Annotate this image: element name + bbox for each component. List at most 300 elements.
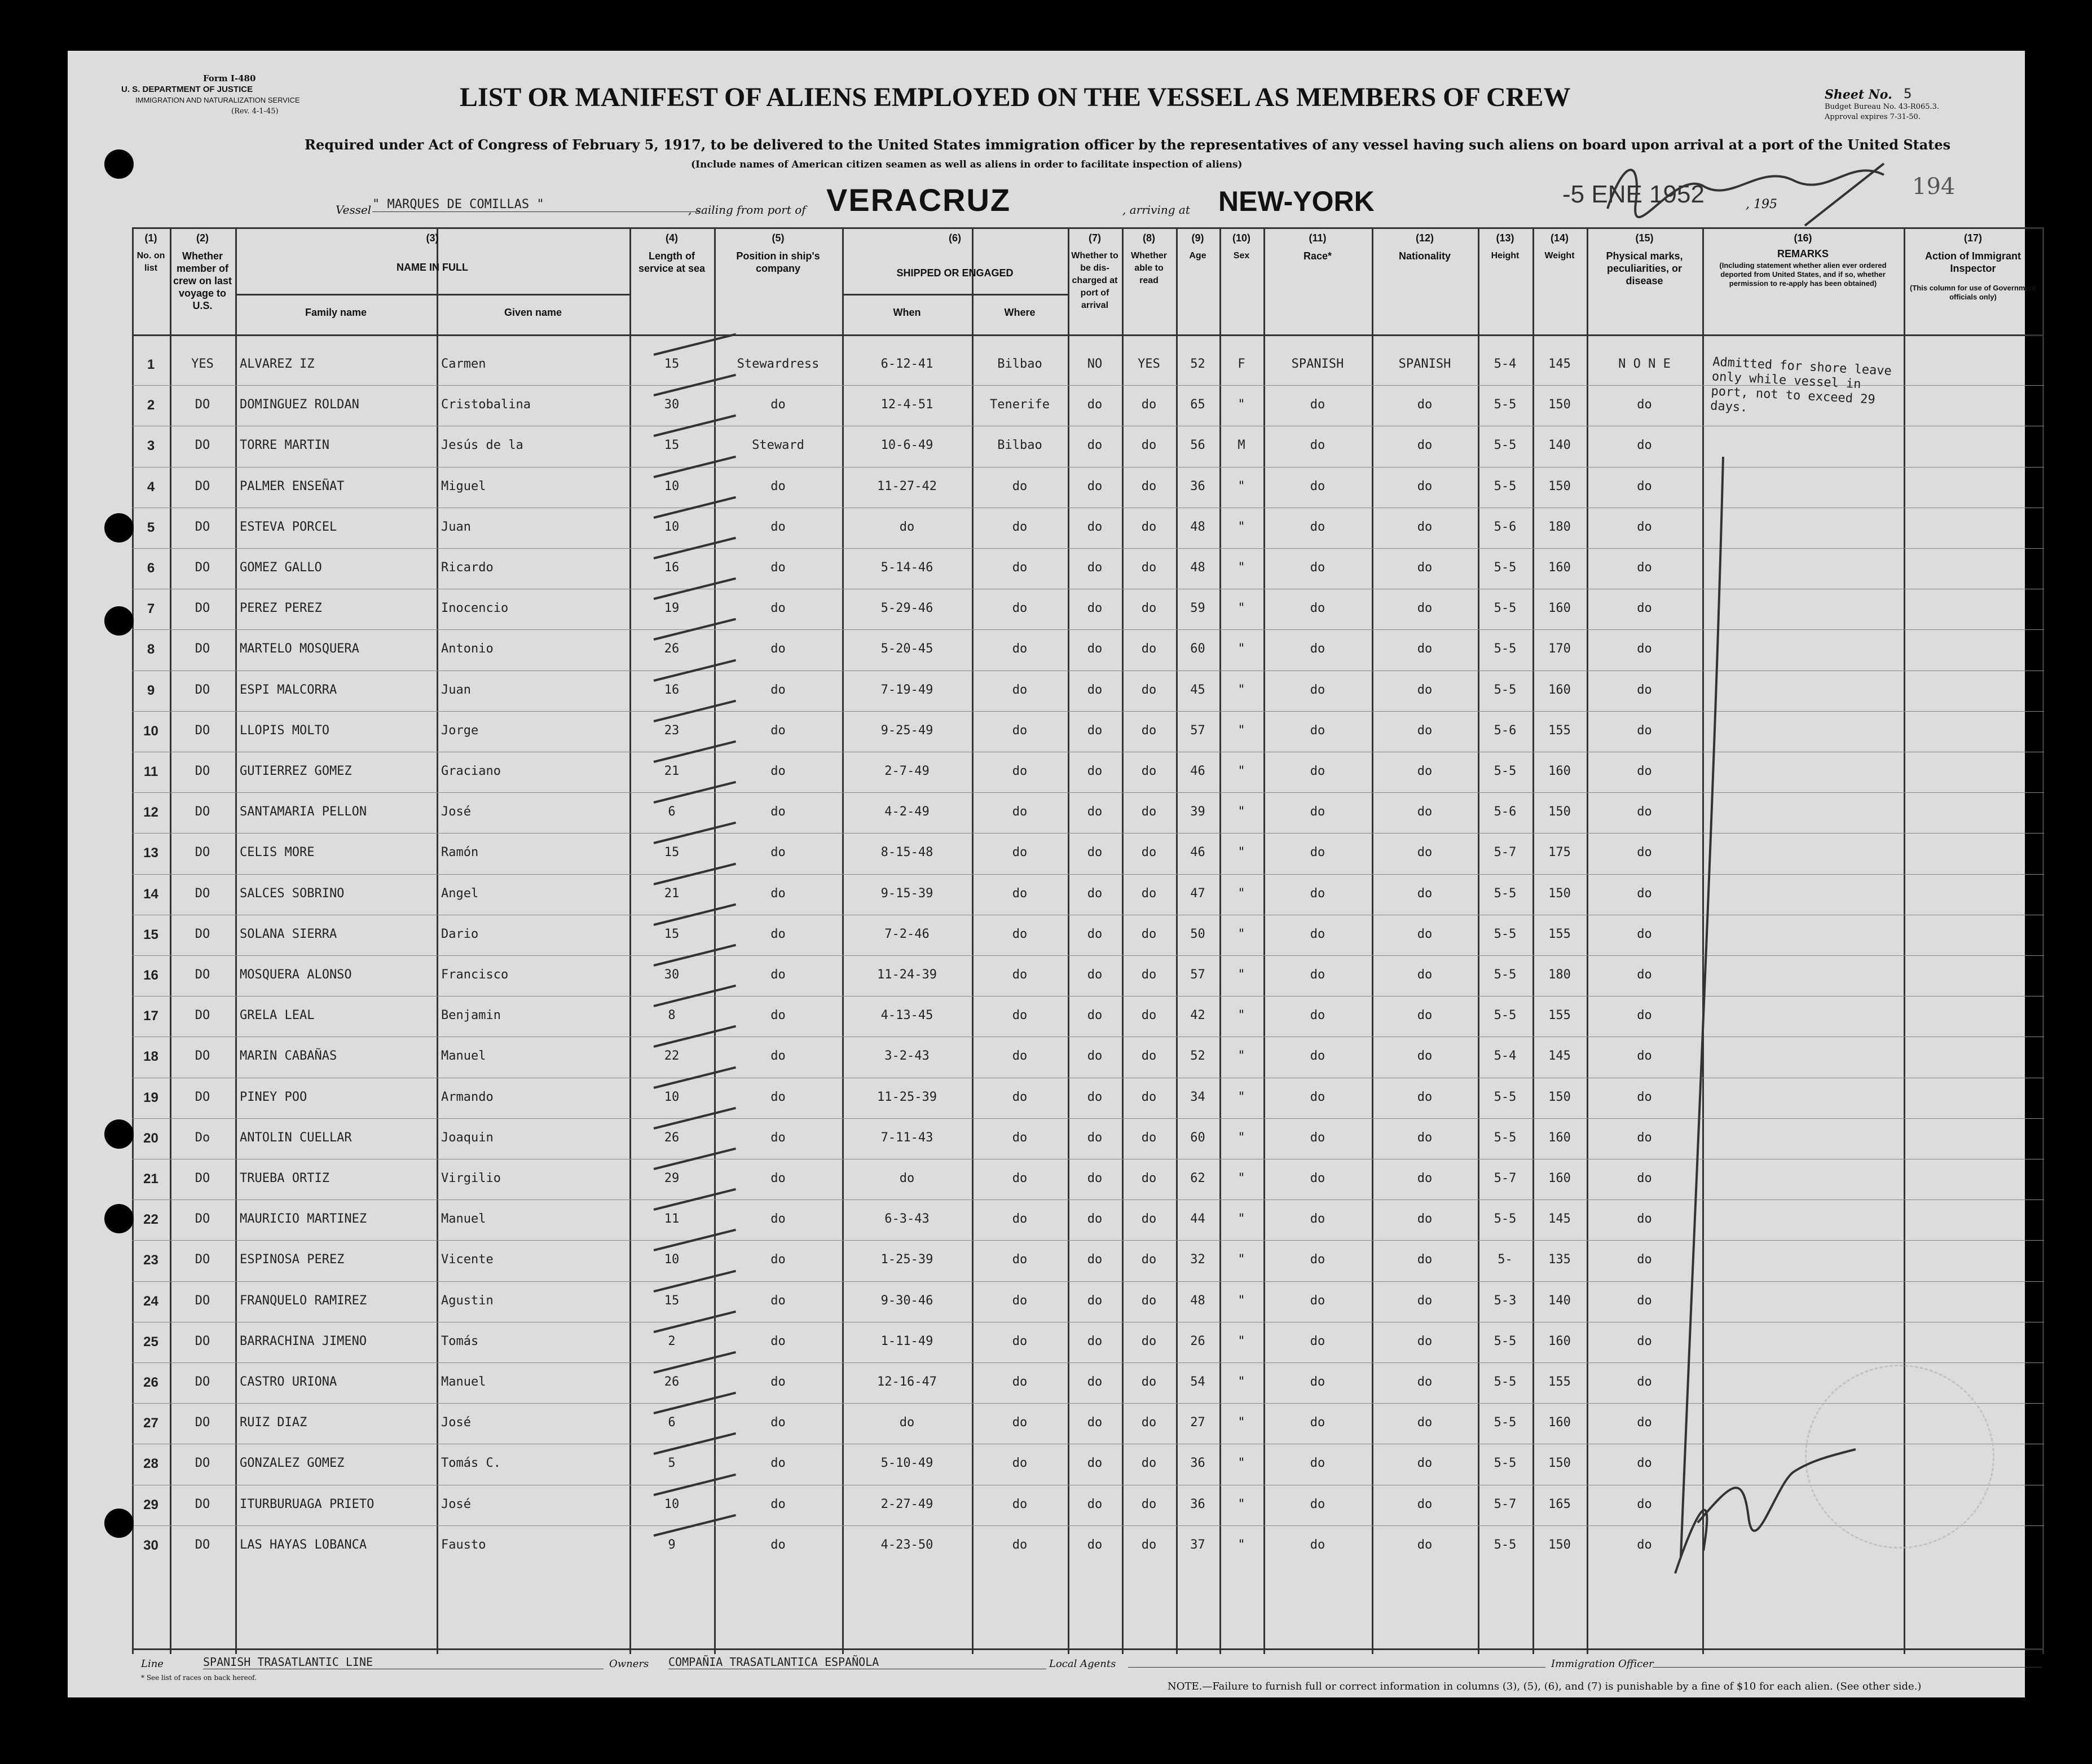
cell-sex: "	[1237, 1171, 1245, 1185]
handwritten-scribble-icon	[1591, 152, 1906, 231]
cell-race: do	[1310, 1537, 1325, 1552]
cell-race: do	[1310, 886, 1325, 901]
cell-dis: do	[1087, 642, 1103, 656]
department: U. S. DEPARTMENT OF JUSTICE	[121, 85, 253, 94]
cell-len: 21	[664, 764, 680, 778]
cell-marks: do	[1637, 398, 1652, 412]
owners-value: COMPAÑIA TRASATLANTICA ESPAÑOLA	[668, 1655, 1046, 1669]
cell-race: do	[1310, 601, 1325, 616]
cell-where: do	[1012, 1497, 1028, 1511]
cell-where: do	[1012, 1008, 1028, 1023]
cell-age: 26	[1190, 1334, 1205, 1348]
row-divider	[132, 1362, 2044, 1363]
cell-family: MARTELO MOSQUERA	[240, 642, 359, 656]
cell-dis: do	[1087, 1334, 1103, 1348]
cell-pos: do	[770, 968, 786, 982]
cell-where: do	[1012, 886, 1028, 901]
cell-marks: do	[1637, 845, 1652, 860]
cell-read: do	[1141, 1171, 1157, 1185]
column-number-c11: (11)	[1309, 232, 1327, 244]
cell-pos: do	[770, 1456, 786, 1471]
column-number-c12: (12)	[1415, 232, 1434, 244]
cell-age: 50	[1190, 927, 1205, 941]
subheader-divider	[235, 294, 629, 296]
cell-family: LLOPIS MOLTO	[240, 723, 329, 738]
cell-sex: "	[1237, 1375, 1245, 1389]
cell-family: LAS HAYAS LOBANCA	[240, 1537, 367, 1552]
required-statement: Required under Act of Congress of February 5, 1917, to be delivered to the United States immigration officer by the representatives of any vessel having such aliens on board upon arrival at a port of the United States	[305, 136, 1951, 153]
cell-marks: do	[1637, 1334, 1652, 1348]
immigration-officer-label: Immigration Officer	[1551, 1658, 1654, 1670]
cell-dis: do	[1087, 1415, 1103, 1430]
cell-n: 3	[147, 438, 155, 454]
column-header-remarks-note: (Including statement whether alien ever ordered deported from United States, and if so, whether permission to re-apply has been obtained)	[1719, 261, 1887, 288]
cell-given: Ricardo	[441, 561, 494, 575]
column-header-c15: Physical marks, peculiarities, or disease	[1606, 250, 1683, 286]
cell-where: Bilbao	[997, 438, 1042, 453]
cell-given: Inocencio	[441, 601, 509, 616]
approval-expiry: Approval expires 7-31-50.	[1825, 113, 1921, 121]
cell-read: do	[1141, 601, 1157, 616]
cell-race: do	[1310, 479, 1325, 493]
column-header-c7: Whether to be dis-charged at port of arrival	[1071, 251, 1118, 310]
cell-wt: 155	[1548, 1008, 1571, 1023]
column-header-remarks: REMARKS	[1777, 248, 1829, 259]
cell-pos: do	[770, 927, 786, 941]
cell-family: PINEY POO	[240, 1090, 307, 1104]
cell-where: do	[1012, 1334, 1028, 1348]
cell-given: Jorge	[441, 723, 479, 738]
cell-len: 15	[664, 438, 680, 453]
cell-len: 10	[664, 1090, 680, 1104]
cell-len: 29	[664, 1171, 680, 1185]
cell-when: 1-25-39	[880, 1253, 933, 1267]
cell-race: do	[1310, 805, 1325, 819]
sheet-number-label: Sheet No.	[1825, 87, 1892, 102]
cell-dis: do	[1087, 764, 1103, 778]
cell-read: do	[1141, 1537, 1157, 1552]
cell-given: Manuel	[441, 1212, 486, 1227]
cell-len: 10	[664, 1497, 680, 1511]
cell-read: do	[1141, 1334, 1157, 1348]
cell-len: 15	[664, 845, 680, 860]
column-header-c5: Position in ship's company	[736, 250, 820, 274]
row-divider	[132, 1118, 2044, 1119]
cell-ht: 5-5	[1494, 1415, 1517, 1430]
cell-when: 7-19-49	[880, 682, 933, 697]
cell-ht: 5-5	[1494, 1456, 1517, 1471]
cell-dis: do	[1087, 682, 1103, 697]
cell-wt: 150	[1548, 886, 1571, 901]
cell-nat: do	[1417, 1497, 1433, 1511]
cell-given: Dario	[441, 927, 479, 941]
cell-n: 24	[143, 1293, 158, 1309]
cell-where: do	[1012, 1049, 1028, 1064]
cell-pos: do	[770, 561, 786, 575]
cell-when: 5-10-49	[880, 1456, 933, 1471]
cell-age: 47	[1190, 886, 1205, 901]
cell-pos: do	[770, 1130, 786, 1145]
cell-nat: do	[1417, 519, 1433, 534]
cell-where: do	[1012, 1171, 1028, 1185]
cell-dis: do	[1087, 1253, 1103, 1267]
cell-len: 8	[668, 1008, 676, 1023]
cell-ht: 5-5	[1494, 927, 1517, 941]
cell-sex: "	[1237, 398, 1245, 412]
cell-ht: 5-5	[1494, 561, 1517, 575]
cell-ht: 5-5	[1494, 438, 1517, 453]
arriving-label: , arriving at	[1122, 203, 1190, 217]
row-divider	[132, 1403, 2044, 1404]
cell-when: 11-24-39	[877, 968, 937, 982]
cell-n: 6	[147, 561, 155, 576]
cell-wt: 155	[1548, 1375, 1571, 1389]
cell-when: 7-11-43	[880, 1130, 933, 1145]
cell-family: ALVAREZ IZ	[240, 357, 315, 371]
cell-ht: 5-7	[1494, 845, 1517, 860]
cell-nat: do	[1417, 1008, 1433, 1023]
cell-where: do	[1012, 601, 1028, 616]
cell-marks: do	[1637, 1456, 1652, 1471]
column-number-c2: (2)	[196, 232, 209, 244]
column-header-family-name: Family name	[305, 307, 367, 318]
cell-where: do	[1012, 1253, 1028, 1267]
cell-n: 25	[143, 1334, 158, 1350]
cell-dis: do	[1087, 1293, 1103, 1308]
cell-n: 21	[143, 1171, 158, 1187]
binder-hole-icon	[104, 606, 134, 636]
cell-prev: DO	[195, 927, 210, 941]
cell-len: 26	[664, 1130, 680, 1145]
cell-ht: 5-6	[1494, 723, 1517, 738]
cell-where: do	[1012, 1293, 1028, 1308]
row-divider	[132, 467, 2044, 468]
cell-nat: do	[1417, 968, 1433, 982]
cell-age: 27	[1190, 1415, 1205, 1430]
cell-given: Miguel	[441, 479, 486, 493]
cell-wt: 160	[1548, 1415, 1571, 1430]
line-value: SPANISH TRASATLANTIC LINE	[203, 1655, 604, 1669]
cell-family: FRANQUELO RAMIREZ	[240, 1293, 367, 1308]
cell-len: 10	[664, 519, 680, 534]
cell-n: 8	[147, 642, 155, 658]
cell-age: 62	[1190, 1171, 1205, 1185]
cell-marks: do	[1637, 479, 1652, 493]
cell-given: Virgilio	[441, 1171, 501, 1185]
cell-given: Francisco	[441, 968, 509, 982]
cell-nat: do	[1417, 764, 1433, 778]
cell-nat: do	[1417, 1334, 1433, 1348]
cell-family: BARRACHINA JIMENO	[240, 1334, 367, 1348]
cell-len: 23	[664, 723, 680, 738]
cell-prev: DO	[195, 1212, 210, 1227]
cell-marks: do	[1637, 682, 1652, 697]
cell-family: ESPINOSA PEREZ	[240, 1253, 345, 1267]
cell-race: do	[1310, 968, 1325, 982]
cell-pos: do	[770, 805, 786, 819]
vessel-label: Vessel	[336, 203, 372, 217]
cell-marks: do	[1637, 1130, 1652, 1145]
cell-ht: 5-5	[1494, 1334, 1517, 1348]
cell-read: do	[1141, 1293, 1157, 1308]
cell-wt: 160	[1548, 1171, 1571, 1185]
cell-prev: DO	[195, 1008, 210, 1023]
cell-len: 21	[664, 886, 680, 901]
cell-n: 19	[143, 1090, 158, 1105]
cell-n: 2	[147, 398, 155, 413]
cell-n: 26	[143, 1375, 158, 1390]
cell-sex: "	[1237, 1456, 1245, 1471]
cell-marks: do	[1637, 723, 1652, 738]
remark-ditto-line-icon	[1670, 457, 1737, 1562]
cell-sex: "	[1237, 805, 1245, 819]
cell-n: 12	[143, 805, 158, 821]
cell-age: 32	[1190, 1253, 1205, 1267]
cell-wt: 150	[1548, 1090, 1571, 1104]
cell-pos: do	[770, 1293, 786, 1308]
cell-marks: do	[1637, 1497, 1652, 1511]
cell-family: ITURBURUAGA PRIETO	[240, 1497, 375, 1511]
column-number-c4: (4)	[666, 232, 678, 244]
cell-family: MARIN CABAÑAS	[240, 1049, 337, 1064]
cell-when: 11-25-39	[877, 1090, 937, 1104]
cell-sex: "	[1237, 519, 1245, 534]
cell-n: 27	[143, 1415, 158, 1431]
cell-when: do	[899, 1415, 915, 1430]
cell-given: Carmen	[441, 357, 486, 371]
cell-ht: 5-3	[1494, 1293, 1517, 1308]
vessel-name: " MARQUES DE COMILLAS "	[372, 197, 699, 212]
manifest-sheet	[68, 51, 2036, 1697]
cell-dis: do	[1087, 1171, 1103, 1185]
cell-len: 30	[664, 398, 680, 412]
cell-marks: do	[1637, 1090, 1652, 1104]
cell-race: do	[1310, 1049, 1325, 1064]
cell-prev: DO	[195, 1415, 210, 1430]
cell-n: 5	[147, 519, 155, 535]
row-divider	[132, 833, 2044, 834]
cell-ht: 5-5	[1494, 968, 1517, 982]
cell-age: 57	[1190, 968, 1205, 982]
cell-len: 30	[664, 968, 680, 982]
cell-n: 29	[143, 1497, 158, 1512]
cell-when: 9-15-39	[880, 886, 933, 901]
cell-len: 9	[668, 1537, 676, 1552]
cell-len: 2	[668, 1334, 676, 1348]
cell-prev: DO	[195, 438, 210, 453]
cell-dis: do	[1087, 723, 1103, 738]
local-agents-line	[1128, 1667, 1545, 1668]
cell-given: Fausto	[441, 1537, 486, 1552]
cell-wt: 135	[1548, 1253, 1571, 1267]
cell-given: José	[441, 805, 471, 819]
cell-when: 2-7-49	[884, 764, 930, 778]
cell-sex: "	[1237, 601, 1245, 616]
cell-prev: DO	[195, 764, 210, 778]
cell-read: do	[1141, 1456, 1157, 1471]
cell-dis: do	[1087, 479, 1103, 493]
cell-ht: 5-5	[1494, 682, 1517, 697]
cell-nat: do	[1417, 805, 1433, 819]
cell-pos: Stewardress	[737, 357, 820, 371]
cell-read: do	[1141, 723, 1157, 738]
local-agents-label: Local Agents	[1049, 1658, 1116, 1670]
cell-sex: "	[1237, 1212, 1245, 1227]
cell-marks: N O N E	[1618, 357, 1671, 371]
cell-pos: do	[770, 1008, 786, 1023]
cell-when: 3-2-43	[884, 1049, 930, 1064]
row-divider	[132, 874, 2044, 875]
cell-when: do	[899, 519, 915, 534]
cell-ht: 5-5	[1494, 886, 1517, 901]
cell-n: 18	[143, 1049, 158, 1065]
row-divider	[132, 629, 2044, 630]
column-header-shipped-or-engaged: SHIPPED OR ENGAGED	[896, 267, 1014, 279]
cell-marks: do	[1637, 601, 1652, 616]
cell-prev: DO	[195, 1334, 210, 1348]
cell-age: 46	[1190, 764, 1205, 778]
cell-pos: do	[770, 723, 786, 738]
column-number-c10: (10)	[1232, 232, 1250, 244]
cell-family: PALMER ENSEÑAT	[240, 479, 345, 493]
cell-marks: do	[1637, 1008, 1652, 1023]
cell-marks: do	[1637, 438, 1652, 453]
cell-sex: "	[1237, 1008, 1245, 1023]
cell-given: Joaquin	[441, 1130, 494, 1145]
cell-ht: 5-5	[1494, 1130, 1517, 1145]
column-header-c12: Nationality	[1398, 250, 1451, 262]
cell-len: 6	[668, 1415, 676, 1430]
cell-race: do	[1310, 764, 1325, 778]
cell-wt: 145	[1548, 1049, 1571, 1064]
cell-given: Armando	[441, 1090, 494, 1104]
cell-read: do	[1141, 479, 1157, 493]
cell-wt: 145	[1548, 357, 1571, 371]
budget-bureau: Budget Bureau No. 43-R065.3.	[1825, 103, 1940, 111]
cell-nat: do	[1417, 1415, 1433, 1430]
cell-where: do	[1012, 927, 1028, 941]
column-number-c15: (15)	[1635, 232, 1654, 244]
cell-where: Tenerife	[990, 398, 1050, 412]
row-divider	[132, 711, 2044, 712]
cell-sex: "	[1237, 723, 1245, 738]
cell-race: do	[1310, 1008, 1325, 1023]
cell-nat: do	[1417, 723, 1433, 738]
cell-family: MAURICIO MARTINEZ	[240, 1212, 367, 1227]
column-header-c2: Whether member of crew on last voyage to U.S.	[173, 250, 232, 311]
cell-sex: "	[1237, 642, 1245, 656]
cell-race: do	[1310, 1253, 1325, 1267]
cell-given: Juan	[441, 519, 471, 534]
cell-prev: DO	[195, 561, 210, 575]
cell-marks: do	[1637, 805, 1652, 819]
cell-prev: YES	[191, 357, 214, 371]
cell-race: SPANISH	[1291, 357, 1344, 371]
cell-wt: 150	[1548, 1456, 1571, 1471]
binder-hole-icon	[104, 1509, 134, 1538]
cell-pos: do	[770, 886, 786, 901]
row-divider	[132, 955, 2044, 956]
cell-prev: DO	[195, 1090, 210, 1104]
cell-read: do	[1141, 1008, 1157, 1023]
cell-family: ANTOLIN CUELLAR	[240, 1130, 352, 1145]
cell-nat: do	[1417, 845, 1433, 860]
cell-family: RUIZ DIAZ	[240, 1415, 307, 1430]
column-header-c1: No. on list	[136, 251, 165, 273]
cell-dis: do	[1087, 1090, 1103, 1104]
cell-given: Manuel	[441, 1049, 486, 1064]
cell-given: Benjamin	[441, 1008, 501, 1023]
cell-given: Antonio	[441, 642, 494, 656]
cell-when: 11-27-42	[877, 479, 937, 493]
cell-pos: do	[770, 519, 786, 534]
cell-read: do	[1141, 1049, 1157, 1064]
cell-wt: 160	[1548, 764, 1571, 778]
cell-marks: do	[1637, 1415, 1652, 1430]
cell-ht: 5-5	[1494, 642, 1517, 656]
cell-family: SOLANA SIERRA	[240, 927, 337, 941]
cell-pos: do	[770, 1212, 786, 1227]
cell-prev: DO	[195, 1497, 210, 1511]
cell-sex: "	[1237, 1090, 1245, 1104]
cell-prev: DO	[195, 805, 210, 819]
cell-dis: do	[1087, 438, 1103, 453]
cell-sex: "	[1237, 968, 1245, 982]
cell-where: do	[1012, 519, 1028, 534]
cell-given: Agustin	[441, 1293, 494, 1308]
cell-pos: do	[770, 764, 786, 778]
cell-age: 60	[1190, 1130, 1205, 1145]
cell-sex: "	[1237, 1537, 1245, 1552]
cell-len: 26	[664, 642, 680, 656]
cell-age: 57	[1190, 723, 1205, 738]
cell-ht: 5-5	[1494, 601, 1517, 616]
form-number: Form I-480	[203, 73, 256, 83]
cell-age: 52	[1190, 357, 1205, 371]
cell-race: do	[1310, 927, 1325, 941]
cell-family: CASTRO URIONA	[240, 1375, 337, 1389]
cell-ht: 5-4	[1494, 1049, 1517, 1064]
cell-dis: do	[1087, 1537, 1103, 1552]
cell-n: 30	[143, 1537, 158, 1553]
cell-marks: do	[1637, 764, 1652, 778]
cell-family: GONZALEZ GOMEZ	[240, 1456, 345, 1471]
column-header-given-name: Given name	[504, 307, 562, 318]
cell-ht: 5-5	[1494, 1090, 1517, 1104]
cell-sex: M	[1237, 438, 1245, 453]
cell-pos: do	[770, 479, 786, 493]
cell-prev: DO	[195, 1253, 210, 1267]
cell-prev: DO	[195, 1456, 210, 1471]
cell-nat: do	[1417, 1253, 1433, 1267]
cell-len: 26	[664, 1375, 680, 1389]
cell-dis: do	[1087, 1375, 1103, 1389]
cell-dis: do	[1087, 1130, 1103, 1145]
column-number-c17: (17)	[1963, 232, 1982, 244]
cell-wt: 180	[1548, 519, 1571, 534]
cell-sex: "	[1237, 479, 1245, 493]
cell-when: 6-12-41	[880, 357, 933, 371]
cell-marks: do	[1637, 927, 1652, 941]
cell-read: do	[1141, 805, 1157, 819]
cell-dis: NO	[1087, 357, 1103, 371]
cell-wt: 160	[1548, 682, 1571, 697]
cell-sex: "	[1237, 886, 1245, 901]
cell-nat: do	[1417, 886, 1433, 901]
cell-age: 42	[1190, 1008, 1205, 1023]
cell-race: do	[1310, 1293, 1325, 1308]
column-number-c1: (1)	[144, 232, 157, 244]
